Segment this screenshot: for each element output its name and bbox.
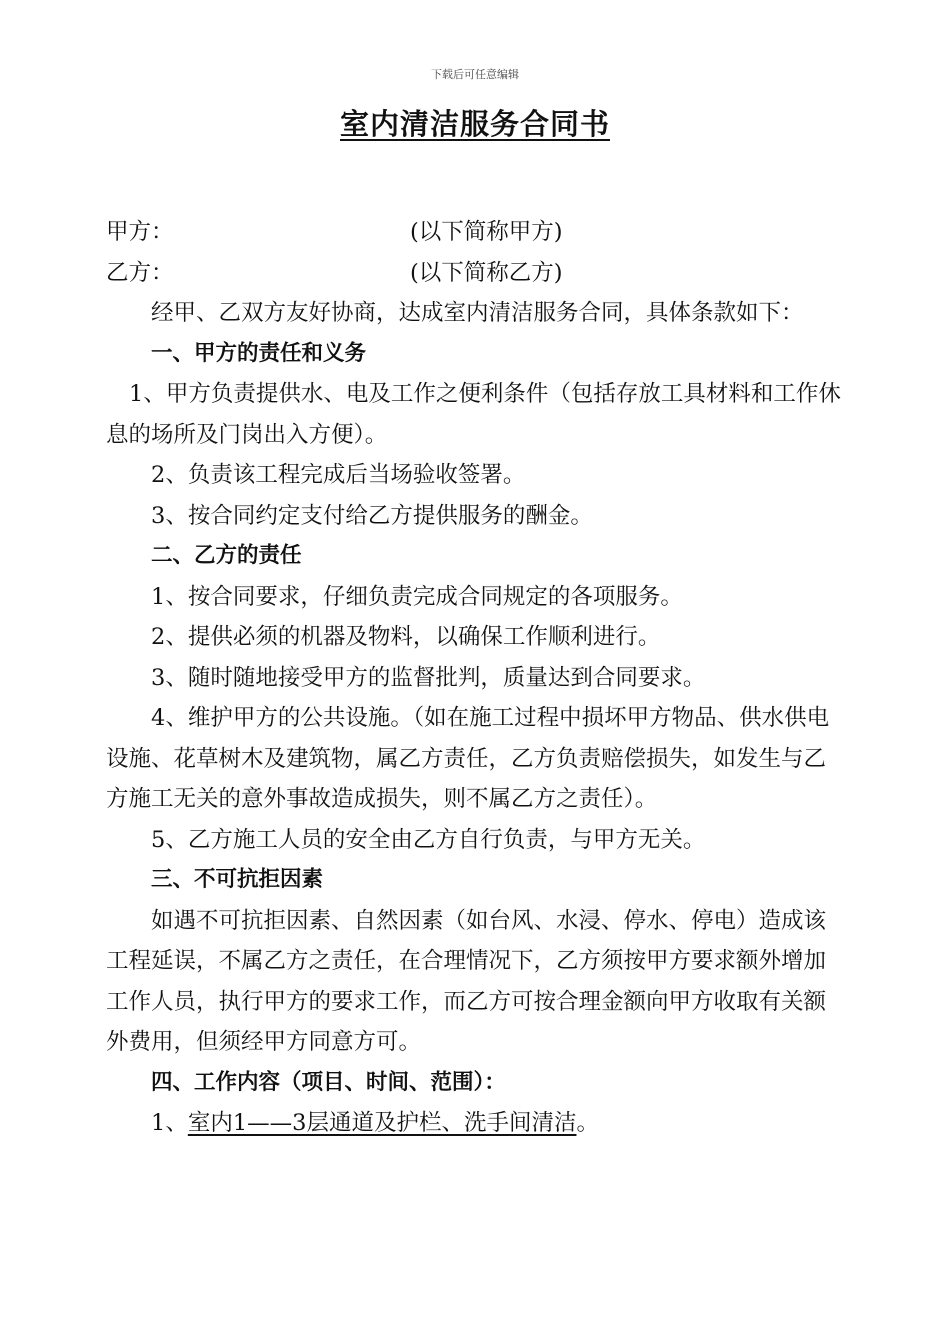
section1-item-1: 1、甲方负责提供水、电及工作之便利条件（包括存放工具材料和工作休息的场所及门岗出入方便）。 (106, 381, 841, 448)
section4-item-1 (106, 1103, 848, 1144)
party-a-label: 甲方： (106, 219, 174, 245)
section1-heading: 一、甲方的责任和义务 (151, 340, 367, 366)
section4-item-1-suffix: 。 (576, 1110, 599, 1136)
intro-paragraph: 经甲、乙双方友好协商，达成室内清洁服务合同，具体条款如下： (151, 300, 804, 326)
section2-item-4: 4、维护甲方的公共设施。（如在施工过程中损坏甲方物品、供水供电设施、花草树木及建筑物，属乙方责任，乙方负责赔偿损失，如发生与乙方施工无关的意外事故造成损失，则不属乙方之责任）。 (106, 705, 830, 812)
section4-item-1-underlined: 室内1——3层通道及护栏、洗手间清洁 (187, 1110, 577, 1136)
section1-item-3: 3、按合同约定支付给乙方提供服务的酬金。 (151, 502, 593, 529)
section1-item-2: 2、负责该工程完成后当场验收签署。 (151, 462, 526, 488)
section2-item-3: 3、随时随地接受甲方的监督批判，质量达到合同要求。 (151, 664, 706, 691)
section3-paragraph: 如遇不可抗拒因素、自然因素（如台风、水浸、停水、停电）造成该工程延误，不属乙方之责任，在合理情况下，乙方须按甲方要求额外增加工作人员，执行甲方的要求工作，而乙方可按合理金额向甲方收取有关额外费用，但须经甲方同意方可。 (106, 907, 827, 1055)
party-a-line (106, 212, 848, 253)
section2-item-2: 2、提供必须的机器及物料，以确保工作顺利进行。 (151, 624, 661, 650)
section4-item-1-prefix: 1、 (151, 1110, 188, 1136)
section4-heading: 四、工作内容（项目、时间、范围）： (151, 1069, 506, 1095)
section3-heading: 三、不可抗拒因素 (151, 867, 324, 892)
party-b-line (106, 253, 848, 294)
document-title-text: 室内清洁服务合同书 (339, 107, 610, 141)
party-b-label: 乙方： (106, 259, 174, 286)
section2-item-5: 5、乙方施工人员的安全由乙方自行负责，与甲方无关。 (151, 826, 706, 853)
document-title (0, 102, 950, 143)
party-b-note: (以下简称乙方) (410, 259, 563, 286)
document-body (106, 212, 848, 1144)
party-a-note: (以下简称甲方) (410, 219, 563, 245)
header-note: 下载后可任意编辑 (431, 68, 519, 81)
section2-heading: 二、乙方的责任 (151, 543, 302, 568)
section2-item-1: 1、按合同要求，仔细负责完成合同规定的各项服务。 (151, 583, 683, 610)
